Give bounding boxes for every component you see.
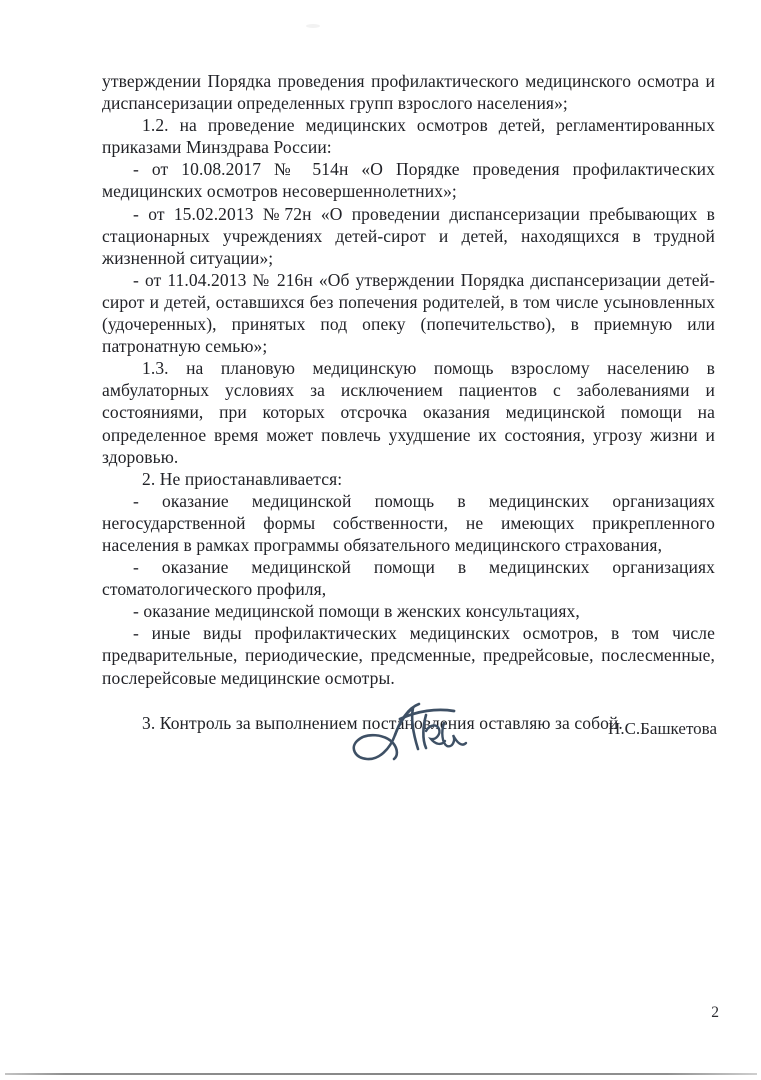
paragraph: 2. Не приостанавливается: (142, 468, 343, 489)
paragraph: - оказание медицинской помощь в медицинских организациях негосударственной формы собственности, не имеющих прикрепленного населения в рамках программы обязательного медицинского страхования, (102, 490, 715, 555)
paragraph: - оказание медицинской помощи в женских консультациях, (133, 601, 580, 622)
paragraph: - оказание медицинской помощи в медицинских организациях стоматологического профиля, (102, 557, 715, 600)
paragraph: - от 10.08.2017 № 514н «О Порядке проведения профилактических медицинских осмотров несовершеннолетних»; (102, 159, 715, 202)
scan-artifact (306, 24, 320, 28)
scan-edge-divider (5, 1073, 757, 1075)
paragraph: - от 15.02.2013 №72н «О проведении диспансеризации пребывающих в стационарных учреждениях детей-сирот и детей, находящихся в трудной жизненной ситуации»; (102, 203, 715, 268)
paragraph: - от 11.04.2013 № 216н «Об утверждении Порядка диспансеризации детей-сирот и детей, оставшихся без попечения родителей, в том числе усыновленных (удочеренных), принятых под опеку (попечительство), в приемную или патронатную семью»; (102, 269, 715, 357)
signer-name: Н.С.Башкетова (608, 719, 717, 738)
document-body (102, 70, 715, 734)
paragraph: 1.3. на плановую медицинскую помощь взрослому населению в амбулаторных условиях за исключением пациентов с заболеваниями и состояниями, при которых отсрочка оказания медицинской помощи на определенное время может повлечь ухудшение их состояния, угрозу жизни и здоровью. (102, 358, 715, 467)
page-number: 2 (711, 1004, 719, 1021)
paragraph: - иные виды профилактических медицинских осмотров, в том числе предварительные, периодические, предсменные, предрейсовые, послесменные, послерейсовые медицинские осмотры. (102, 623, 715, 688)
paragraph: 1.2. на проведение медицинских осмотров детей, регламентированных приказами Минздрава России: (102, 115, 715, 158)
handwritten-signature-icon (344, 698, 470, 768)
paragraph: утверждении Порядка проведения профилактического медицинского осмотра и диспансеризации определенных групп взрослого населения»; (102, 71, 715, 114)
paragraph-control-clause: 3. Контроль за выполнением постановления оставляю за собой. (142, 712, 623, 733)
